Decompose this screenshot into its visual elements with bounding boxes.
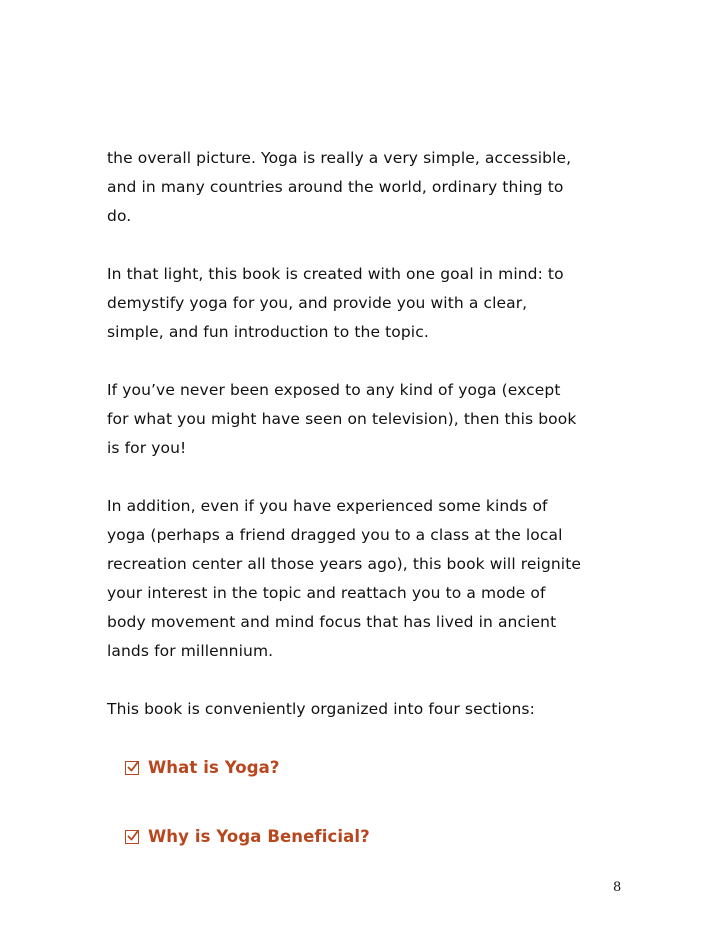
paragraph-3: [107, 376, 627, 463]
text-line: and in many countries around the world, ordinary thing to: [107, 178, 564, 196]
text-line: the overall picture. Yoga is really a very simple, accessible,: [107, 149, 572, 167]
section-item-label: What is Yoga?: [148, 758, 280, 777]
text-line: is for you!: [107, 439, 187, 457]
text-line: for what you might have seen on television), then this book: [107, 410, 577, 428]
text-line: demystify yoga for you, and provide you with a clear,: [107, 294, 528, 312]
text-line: In that light, this book is created with one goal in mind: to: [107, 265, 564, 283]
paragraph-5: [107, 695, 627, 724]
paragraph-2: [107, 260, 627, 347]
section-item-why-is-yoga-beneficial: [107, 822, 627, 851]
text-line: In addition, even if you have experienced some kinds of: [107, 497, 548, 515]
text-line: body movement and mind focus that has lived in ancient: [107, 613, 557, 631]
text-line: lands for millennium.: [107, 642, 274, 660]
text-line: simple, and fun introduction to the topic.: [107, 323, 429, 341]
text-line: do.: [107, 207, 132, 225]
section-item-label: Why is Yoga Beneficial?: [148, 827, 370, 846]
section-list: [107, 753, 627, 851]
text-line: recreation center all those years ago), this book will reignite: [107, 555, 582, 573]
paragraph-4: [107, 492, 627, 666]
paragraph-1: [107, 144, 627, 231]
text-line: your interest in the topic and reattach you to a mode of: [107, 584, 546, 602]
text-line: yoga (perhaps a friend dragged you to a class at the local: [107, 526, 563, 544]
checkbox-checked-icon: [125, 830, 139, 844]
checkbox-checked-icon: [125, 761, 139, 775]
text-line: If you’ve never been exposed to any kind of yoga (except: [107, 381, 561, 399]
page-number: 8: [613, 880, 622, 895]
section-item-what-is-yoga: [107, 753, 627, 782]
text-line: This book is conveniently organized into four sections:: [107, 700, 535, 718]
body-text: [107, 144, 627, 891]
